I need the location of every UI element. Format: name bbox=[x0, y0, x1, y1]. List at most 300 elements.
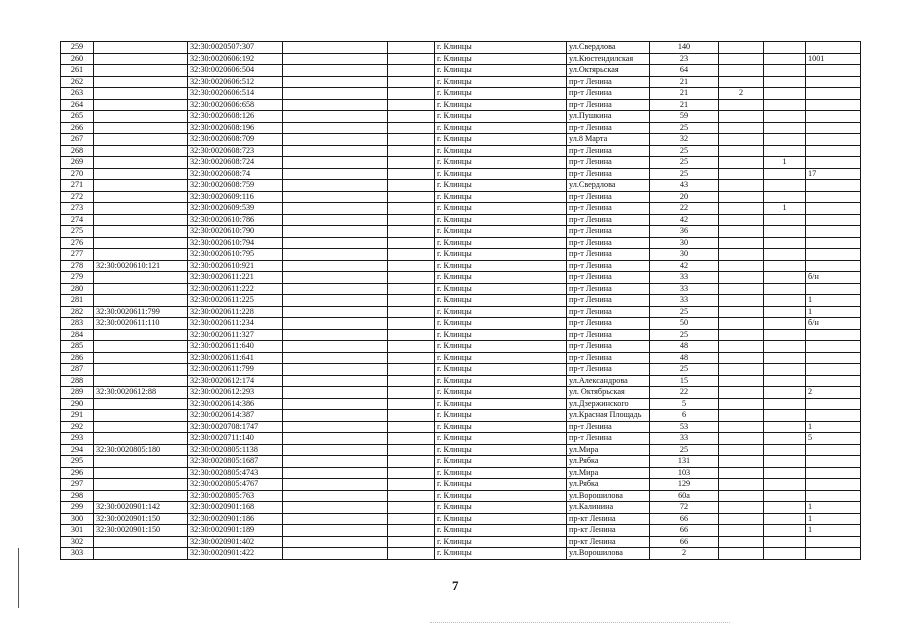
blank-cell bbox=[388, 99, 435, 111]
cadastral-number-cell: 32:30:0020606:514 bbox=[188, 88, 283, 100]
house-number-cell: 33 bbox=[650, 433, 719, 445]
building-cell bbox=[719, 525, 764, 537]
house-number-cell: 42 bbox=[650, 214, 719, 226]
row-number-cell: 267 bbox=[61, 134, 94, 146]
previous-cadastral-cell bbox=[94, 214, 188, 226]
town-cell: г. Клинцы bbox=[435, 352, 567, 364]
blank-cell bbox=[388, 283, 435, 295]
town-cell: г. Клинцы bbox=[435, 329, 567, 341]
previous-cadastral-cell bbox=[94, 479, 188, 491]
row-number-cell: 303 bbox=[61, 548, 94, 560]
blank-cell bbox=[283, 456, 388, 468]
blank-cell bbox=[388, 490, 435, 502]
blank-cell bbox=[283, 283, 388, 295]
town-cell: г. Клинцы bbox=[435, 387, 567, 399]
street-cell: пр-т Ленина bbox=[567, 99, 650, 111]
extra-cell bbox=[764, 249, 806, 261]
cadastral-number-cell: 32:30:0020708:1747 bbox=[188, 421, 283, 433]
blank-cell bbox=[283, 479, 388, 491]
extra-cell bbox=[764, 525, 806, 537]
table-row bbox=[61, 410, 861, 422]
previous-cadastral-cell bbox=[94, 364, 188, 376]
house-number-cell: 25 bbox=[650, 157, 719, 169]
row-number-cell: 293 bbox=[61, 433, 94, 445]
previous-cadastral-cell bbox=[94, 433, 188, 445]
previous-cadastral-cell bbox=[94, 490, 188, 502]
previous-cadastral-cell bbox=[94, 352, 188, 364]
table-row bbox=[61, 111, 861, 123]
extra-cell bbox=[764, 180, 806, 192]
previous-cadastral-cell bbox=[94, 272, 188, 284]
blank-cell bbox=[388, 364, 435, 376]
apartment-cell bbox=[806, 65, 861, 77]
apartment-cell bbox=[806, 490, 861, 502]
apartment-cell bbox=[806, 398, 861, 410]
house-number-cell: 43 bbox=[650, 180, 719, 192]
extra-cell bbox=[764, 42, 806, 54]
cadastral-number-cell: 32:30:0020711:140 bbox=[188, 433, 283, 445]
extra-cell bbox=[764, 53, 806, 65]
town-cell: г. Клинцы bbox=[435, 479, 567, 491]
building-cell bbox=[719, 237, 764, 249]
table-row bbox=[61, 375, 861, 387]
town-cell: г. Клинцы bbox=[435, 548, 567, 560]
previous-cadastral-cell: 32:30:0020611:799 bbox=[94, 306, 188, 318]
cadastral-number-cell: 32:30:0020611:222 bbox=[188, 283, 283, 295]
row-number-cell: 279 bbox=[61, 272, 94, 284]
previous-cadastral-cell: 32:30:0020611:110 bbox=[94, 318, 188, 330]
building-cell bbox=[719, 99, 764, 111]
cadastral-number-cell: 32:30:0020805:4743 bbox=[188, 467, 283, 479]
street-cell: ул.Мира bbox=[567, 467, 650, 479]
row-number-cell: 264 bbox=[61, 99, 94, 111]
town-cell: г. Клинцы bbox=[435, 122, 567, 134]
extra-cell bbox=[764, 283, 806, 295]
street-cell: ул.Красная Площадь bbox=[567, 410, 650, 422]
apartment-cell bbox=[806, 157, 861, 169]
blank-cell bbox=[283, 145, 388, 157]
blank-cell bbox=[283, 387, 388, 399]
extra-cell bbox=[764, 226, 806, 238]
previous-cadastral-cell bbox=[94, 76, 188, 88]
street-cell: пр-т Ленина bbox=[567, 237, 650, 249]
apartment-cell: 1 bbox=[806, 513, 861, 525]
house-number-cell: 25 bbox=[650, 306, 719, 318]
building-cell bbox=[719, 168, 764, 180]
cadastral-number-cell: 32:30:0020614:387 bbox=[188, 410, 283, 422]
building-cell bbox=[719, 548, 764, 560]
previous-cadastral-cell: 32:30:0020901:142 bbox=[94, 502, 188, 514]
building-cell bbox=[719, 249, 764, 261]
house-number-cell: 25 bbox=[650, 122, 719, 134]
extra-cell bbox=[764, 65, 806, 77]
house-number-cell: 30 bbox=[650, 237, 719, 249]
cadastral-number-cell: 32:30:0020805:1138 bbox=[188, 444, 283, 456]
cadastral-number-cell: 32:30:0020611:640 bbox=[188, 341, 283, 353]
building-cell bbox=[719, 375, 764, 387]
extra-cell bbox=[764, 387, 806, 399]
blank-cell bbox=[283, 134, 388, 146]
previous-cadastral-cell bbox=[94, 421, 188, 433]
table-row bbox=[61, 467, 861, 479]
street-cell: пр-т Ленина bbox=[567, 341, 650, 353]
extra-cell bbox=[764, 364, 806, 376]
blank-cell bbox=[388, 65, 435, 77]
previous-cadastral-cell bbox=[94, 99, 188, 111]
blank-cell bbox=[283, 467, 388, 479]
street-cell: ул.Рябка bbox=[567, 479, 650, 491]
building-cell bbox=[719, 272, 764, 284]
table-row bbox=[61, 53, 861, 65]
row-number-cell: 260 bbox=[61, 53, 94, 65]
cadastral-number-cell: 32:30:0020611:221 bbox=[188, 272, 283, 284]
blank-cell bbox=[283, 295, 388, 307]
apartment-cell bbox=[806, 111, 861, 123]
blank-cell bbox=[283, 65, 388, 77]
building-cell bbox=[719, 260, 764, 272]
house-number-cell: 30 bbox=[650, 249, 719, 261]
extra-cell bbox=[764, 122, 806, 134]
town-cell: г. Клинцы bbox=[435, 341, 567, 353]
extra-cell bbox=[764, 272, 806, 284]
cadastral-number-cell: 32:30:0020611:327 bbox=[188, 329, 283, 341]
blank-cell bbox=[388, 398, 435, 410]
house-number-cell: 131 bbox=[650, 456, 719, 468]
previous-cadastral-cell bbox=[94, 203, 188, 215]
row-number-cell: 271 bbox=[61, 180, 94, 192]
previous-cadastral-cell bbox=[94, 157, 188, 169]
street-cell: ул.Пушкина bbox=[567, 111, 650, 123]
previous-cadastral-cell bbox=[94, 548, 188, 560]
blank-cell bbox=[388, 168, 435, 180]
cadastral-number-cell: 32:30:0020608:74 bbox=[188, 168, 283, 180]
town-cell: г. Клинцы bbox=[435, 65, 567, 77]
row-number-cell: 272 bbox=[61, 191, 94, 203]
town-cell: г. Клинцы bbox=[435, 157, 567, 169]
town-cell: г. Клинцы bbox=[435, 283, 567, 295]
apartment-cell bbox=[806, 479, 861, 491]
cadastral-number-cell: 32:30:0020608:709 bbox=[188, 134, 283, 146]
street-cell: ул.Свердлова bbox=[567, 180, 650, 192]
table-row bbox=[61, 180, 861, 192]
registry-table-body bbox=[61, 42, 861, 560]
blank-cell bbox=[283, 306, 388, 318]
extra-cell bbox=[764, 502, 806, 514]
page-number: 7 bbox=[452, 578, 459, 593]
table-row bbox=[61, 295, 861, 307]
blank-cell bbox=[283, 157, 388, 169]
street-cell: ул. Октябрьская bbox=[567, 387, 650, 399]
row-number-cell: 292 bbox=[61, 421, 94, 433]
house-number-cell: 60а bbox=[650, 490, 719, 502]
apartment-cell bbox=[806, 444, 861, 456]
apartment-cell: 5 bbox=[806, 433, 861, 445]
house-number-cell: 72 bbox=[650, 502, 719, 514]
extra-cell bbox=[764, 341, 806, 353]
apartment-cell: 1 bbox=[806, 421, 861, 433]
apartment-cell bbox=[806, 237, 861, 249]
blank-cell bbox=[283, 191, 388, 203]
apartment-cell: 1 bbox=[806, 295, 861, 307]
previous-cadastral-cell: 32:30:0020805:180 bbox=[94, 444, 188, 456]
street-cell: ул.Ворошилова bbox=[567, 548, 650, 560]
extra-cell bbox=[764, 260, 806, 272]
house-number-cell: 25 bbox=[650, 444, 719, 456]
building-cell bbox=[719, 341, 764, 353]
town-cell: г. Клинцы bbox=[435, 88, 567, 100]
blank-cell bbox=[388, 180, 435, 192]
building-cell bbox=[719, 364, 764, 376]
town-cell: г. Клинцы bbox=[435, 490, 567, 502]
blank-cell bbox=[388, 306, 435, 318]
blank-cell bbox=[388, 226, 435, 238]
blank-cell bbox=[283, 513, 388, 525]
town-cell: г. Клинцы bbox=[435, 226, 567, 238]
apartment-cell bbox=[806, 88, 861, 100]
town-cell: г. Клинцы bbox=[435, 306, 567, 318]
building-cell bbox=[719, 134, 764, 146]
street-cell: пр-т Ленина bbox=[567, 352, 650, 364]
blank-cell bbox=[388, 502, 435, 514]
row-number-cell: 298 bbox=[61, 490, 94, 502]
house-number-cell: 21 bbox=[650, 88, 719, 100]
blank-cell bbox=[283, 410, 388, 422]
blank-cell bbox=[388, 42, 435, 54]
apartment-cell bbox=[806, 548, 861, 560]
blank-cell bbox=[388, 191, 435, 203]
town-cell: г. Клинцы bbox=[435, 502, 567, 514]
building-cell bbox=[719, 122, 764, 134]
row-number-cell: 301 bbox=[61, 525, 94, 537]
street-cell: пр-кт Ленина bbox=[567, 525, 650, 537]
building-cell bbox=[719, 42, 764, 54]
town-cell: г. Клинцы bbox=[435, 53, 567, 65]
apartment-cell bbox=[806, 203, 861, 215]
extra-cell bbox=[764, 490, 806, 502]
blank-cell bbox=[283, 329, 388, 341]
blank-cell bbox=[388, 479, 435, 491]
row-number-cell: 286 bbox=[61, 352, 94, 364]
house-number-cell: 6 bbox=[650, 410, 719, 422]
building-cell bbox=[719, 214, 764, 226]
street-cell: ул.Кюстендилская bbox=[567, 53, 650, 65]
house-number-cell: 48 bbox=[650, 352, 719, 364]
apartment-cell bbox=[806, 42, 861, 54]
table-row bbox=[61, 65, 861, 77]
table-row bbox=[61, 260, 861, 272]
house-number-cell: 66 bbox=[650, 525, 719, 537]
blank-cell bbox=[388, 456, 435, 468]
table-row bbox=[61, 318, 861, 330]
building-cell bbox=[719, 513, 764, 525]
row-number-cell: 262 bbox=[61, 76, 94, 88]
row-number-cell: 300 bbox=[61, 513, 94, 525]
blank-cell bbox=[388, 260, 435, 272]
blank-cell bbox=[283, 99, 388, 111]
row-number-cell: 277 bbox=[61, 249, 94, 261]
street-cell: пр-т Ленина bbox=[567, 318, 650, 330]
previous-cadastral-cell bbox=[94, 180, 188, 192]
cadastral-number-cell: 32:30:0020611:225 bbox=[188, 295, 283, 307]
building-cell bbox=[719, 145, 764, 157]
building-cell bbox=[719, 444, 764, 456]
apartment-cell bbox=[806, 456, 861, 468]
street-cell: пр-т Ленина bbox=[567, 433, 650, 445]
blank-cell bbox=[283, 433, 388, 445]
street-cell: пр-кт Ленина bbox=[567, 536, 650, 548]
town-cell: г. Клинцы bbox=[435, 260, 567, 272]
table-row bbox=[61, 134, 861, 146]
town-cell: г. Клинцы bbox=[435, 364, 567, 376]
apartment-cell: 2 bbox=[806, 387, 861, 399]
cadastral-number-cell: 32:30:0020609:539 bbox=[188, 203, 283, 215]
cadastral-number-cell: 32:30:0020609:116 bbox=[188, 191, 283, 203]
house-number-cell: 25 bbox=[650, 364, 719, 376]
row-number-cell: 274 bbox=[61, 214, 94, 226]
row-number-cell: 294 bbox=[61, 444, 94, 456]
extra-cell bbox=[764, 375, 806, 387]
cadastral-number-cell: 32:30:0020608:723 bbox=[188, 145, 283, 157]
table-row bbox=[61, 548, 861, 560]
apartment-cell bbox=[806, 134, 861, 146]
cadastral-number-cell: 32:30:0020606:504 bbox=[188, 65, 283, 77]
previous-cadastral-cell bbox=[94, 111, 188, 123]
building-cell bbox=[719, 490, 764, 502]
house-number-cell: 59 bbox=[650, 111, 719, 123]
building-cell bbox=[719, 283, 764, 295]
previous-cadastral-cell bbox=[94, 398, 188, 410]
apartment-cell bbox=[806, 191, 861, 203]
town-cell: г. Клинцы bbox=[435, 99, 567, 111]
street-cell: пр-т Ленина bbox=[567, 283, 650, 295]
table-row bbox=[61, 525, 861, 537]
blank-cell bbox=[388, 249, 435, 261]
cadastral-number-cell: 32:30:0020610:921 bbox=[188, 260, 283, 272]
blank-cell bbox=[283, 168, 388, 180]
table-row bbox=[61, 444, 861, 456]
blank-cell bbox=[388, 525, 435, 537]
town-cell: г. Клинцы bbox=[435, 318, 567, 330]
house-number-cell: 21 bbox=[650, 76, 719, 88]
registry-table bbox=[60, 41, 861, 560]
town-cell: г. Клинцы bbox=[435, 145, 567, 157]
row-number-cell: 281 bbox=[61, 295, 94, 307]
row-number-cell: 276 bbox=[61, 237, 94, 249]
building-cell bbox=[719, 536, 764, 548]
building-cell bbox=[719, 329, 764, 341]
blank-cell bbox=[283, 375, 388, 387]
apartment-cell bbox=[806, 341, 861, 353]
street-cell: пр-т Ленина bbox=[567, 329, 650, 341]
street-cell: пр-т Ленина bbox=[567, 168, 650, 180]
row-number-cell: 278 bbox=[61, 260, 94, 272]
house-number-cell: 50 bbox=[650, 318, 719, 330]
blank-cell bbox=[388, 76, 435, 88]
town-cell: г. Клинцы bbox=[435, 536, 567, 548]
blank-cell bbox=[283, 352, 388, 364]
blank-cell bbox=[388, 513, 435, 525]
table-row bbox=[61, 226, 861, 238]
previous-cadastral-cell: 32:30:0020901:150 bbox=[94, 513, 188, 525]
town-cell: г. Клинцы bbox=[435, 467, 567, 479]
house-number-cell: 5 bbox=[650, 398, 719, 410]
row-number-cell: 263 bbox=[61, 88, 94, 100]
street-cell: пр-т Ленина bbox=[567, 76, 650, 88]
row-number-cell: 282 bbox=[61, 306, 94, 318]
building-cell bbox=[719, 318, 764, 330]
building-cell bbox=[719, 191, 764, 203]
street-cell: пр-т Ленина bbox=[567, 249, 650, 261]
street-cell: пр-т Ленина bbox=[567, 306, 650, 318]
cadastral-number-cell: 32:30:0020610:794 bbox=[188, 237, 283, 249]
building-cell bbox=[719, 295, 764, 307]
house-number-cell: 20 bbox=[650, 191, 719, 203]
town-cell: г. Клинцы bbox=[435, 410, 567, 422]
table-row bbox=[61, 352, 861, 364]
building-cell bbox=[719, 502, 764, 514]
street-cell: ул.Ворошилова bbox=[567, 490, 650, 502]
blank-cell bbox=[283, 444, 388, 456]
street-cell: пр-т Ленина bbox=[567, 226, 650, 238]
apartment-cell bbox=[806, 467, 861, 479]
previous-cadastral-cell bbox=[94, 145, 188, 157]
house-number-cell: 64 bbox=[650, 65, 719, 77]
blank-cell bbox=[388, 444, 435, 456]
blank-cell bbox=[388, 203, 435, 215]
building-cell bbox=[719, 479, 764, 491]
table-row bbox=[61, 88, 861, 100]
blank-cell bbox=[283, 260, 388, 272]
extra-cell bbox=[764, 168, 806, 180]
cadastral-number-cell: 32:30:0020901:422 bbox=[188, 548, 283, 560]
extra-cell bbox=[764, 111, 806, 123]
table-row bbox=[61, 536, 861, 548]
house-number-cell: 42 bbox=[650, 260, 719, 272]
blank-cell bbox=[388, 122, 435, 134]
extra-cell bbox=[764, 134, 806, 146]
house-number-cell: 129 bbox=[650, 479, 719, 491]
row-number-cell: 297 bbox=[61, 479, 94, 491]
house-number-cell: 33 bbox=[650, 272, 719, 284]
extra-cell: 1 bbox=[764, 157, 806, 169]
apartment-cell bbox=[806, 180, 861, 192]
extra-cell bbox=[764, 237, 806, 249]
table-row bbox=[61, 456, 861, 468]
town-cell: г. Клинцы bbox=[435, 398, 567, 410]
extra-cell bbox=[764, 444, 806, 456]
blank-cell bbox=[388, 421, 435, 433]
house-number-cell: 66 bbox=[650, 536, 719, 548]
apartment-cell bbox=[806, 260, 861, 272]
blank-cell bbox=[283, 249, 388, 261]
table-row bbox=[61, 168, 861, 180]
house-number-cell: 53 bbox=[650, 421, 719, 433]
cadastral-number-cell: 32:30:0020610:790 bbox=[188, 226, 283, 238]
street-cell: ул.Александрова bbox=[567, 375, 650, 387]
row-number-cell: 284 bbox=[61, 329, 94, 341]
cadastral-number-cell: 32:30:0020614:386 bbox=[188, 398, 283, 410]
blank-cell bbox=[388, 329, 435, 341]
previous-cadastral-cell bbox=[94, 53, 188, 65]
town-cell: г. Клинцы bbox=[435, 513, 567, 525]
apartment-cell bbox=[806, 410, 861, 422]
extra-cell bbox=[764, 214, 806, 226]
row-number-cell: 299 bbox=[61, 502, 94, 514]
previous-cadastral-cell bbox=[94, 88, 188, 100]
building-cell bbox=[719, 65, 764, 77]
table-row bbox=[61, 283, 861, 295]
building-cell bbox=[719, 306, 764, 318]
